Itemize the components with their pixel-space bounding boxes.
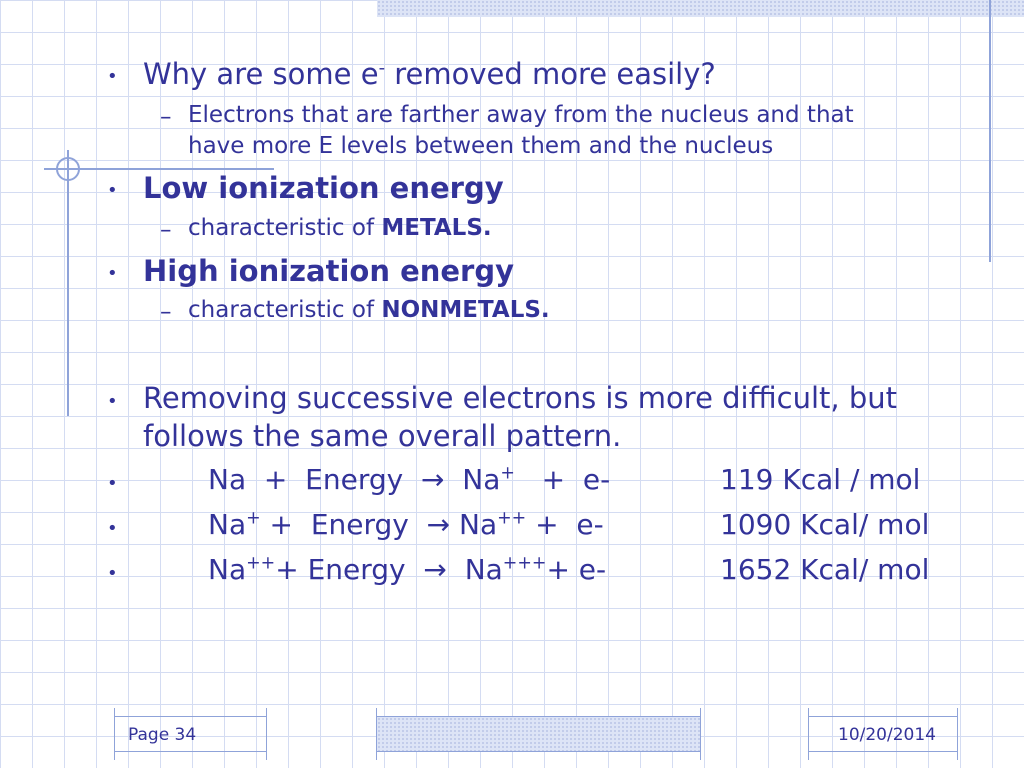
species: Na xyxy=(208,463,247,496)
dash-marker: – xyxy=(160,299,172,325)
footer-page-number: Page 34 xyxy=(128,725,197,745)
species: Na xyxy=(462,463,501,496)
bullet-low-ionization: Low ionization energy xyxy=(143,171,504,205)
equation-2-energy: 1090 Kcal/ mol xyxy=(720,508,930,541)
product-text: + e- xyxy=(514,463,611,496)
superscript-minus: - xyxy=(378,57,386,79)
footer-center-box xyxy=(376,716,701,752)
charge-superscript: + xyxy=(246,508,261,529)
reactant-text: + Energy xyxy=(260,508,427,541)
species: Na xyxy=(208,553,247,586)
bullet-successive-line1: Removing successive electrons is more difficult, but xyxy=(143,381,897,415)
sub-bullet-electrons-line1: Electrons that are farther away from the nucleus and that xyxy=(188,102,854,128)
equation-3-energy: 1652 Kcal/ mol xyxy=(720,553,930,586)
bullet-text: removed more easily? xyxy=(385,57,716,91)
product-text: + e- xyxy=(546,553,607,586)
product-text: + e- xyxy=(526,508,604,541)
dash-marker: – xyxy=(160,104,172,130)
dash-marker: – xyxy=(160,217,172,243)
bullet-marker: • xyxy=(107,66,118,87)
nonmetals-label: NONMETALS. xyxy=(381,297,550,323)
bullet-marker: • xyxy=(107,180,118,201)
bullet-marker: • xyxy=(107,518,118,539)
sub-bullet-nonmetals xyxy=(188,299,550,322)
equation-1-energy: 119 Kcal / mol xyxy=(720,463,921,496)
reactant-text: + Energy xyxy=(246,463,421,496)
sub-bullet-text: characteristic of xyxy=(188,297,382,323)
bullet-marker: • xyxy=(107,563,118,584)
species: Na xyxy=(459,508,498,541)
reaction-arrow-icon: → xyxy=(423,553,447,586)
species: Na xyxy=(464,553,503,586)
metals-label: METALS. xyxy=(381,215,492,241)
bullet-high-ionization: High ionization energy xyxy=(143,254,515,288)
sub-bullet-metals xyxy=(188,217,492,240)
bullet-why-removed xyxy=(143,57,716,91)
charge-superscript: + xyxy=(500,463,515,484)
species: Na xyxy=(208,508,247,541)
charge-superscript: ++ xyxy=(497,508,527,529)
bullet-text: Why are some e xyxy=(143,57,379,91)
charge-superscript: +++ xyxy=(502,553,547,574)
bullet-successive-line2: follows the same overall pattern. xyxy=(143,419,622,453)
equation-1-reaction xyxy=(208,463,611,496)
equation-3-reaction xyxy=(208,553,607,586)
sub-bullet-electrons-line2: have more E levels between them and the nucleus xyxy=(188,133,774,159)
reaction-arrow-icon: → xyxy=(421,463,445,496)
bullet-marker: • xyxy=(107,263,118,284)
reaction-arrow-icon: → xyxy=(426,508,451,541)
sub-bullet-text: characteristic of xyxy=(188,215,382,241)
equation-2-reaction xyxy=(208,508,604,541)
bullet-marker: • xyxy=(107,391,118,412)
reactant-text: + Energy xyxy=(275,553,424,586)
charge-superscript: ++ xyxy=(246,553,276,574)
bullet-marker: • xyxy=(107,473,118,494)
footer-date: 10/20/2014 xyxy=(838,725,936,745)
